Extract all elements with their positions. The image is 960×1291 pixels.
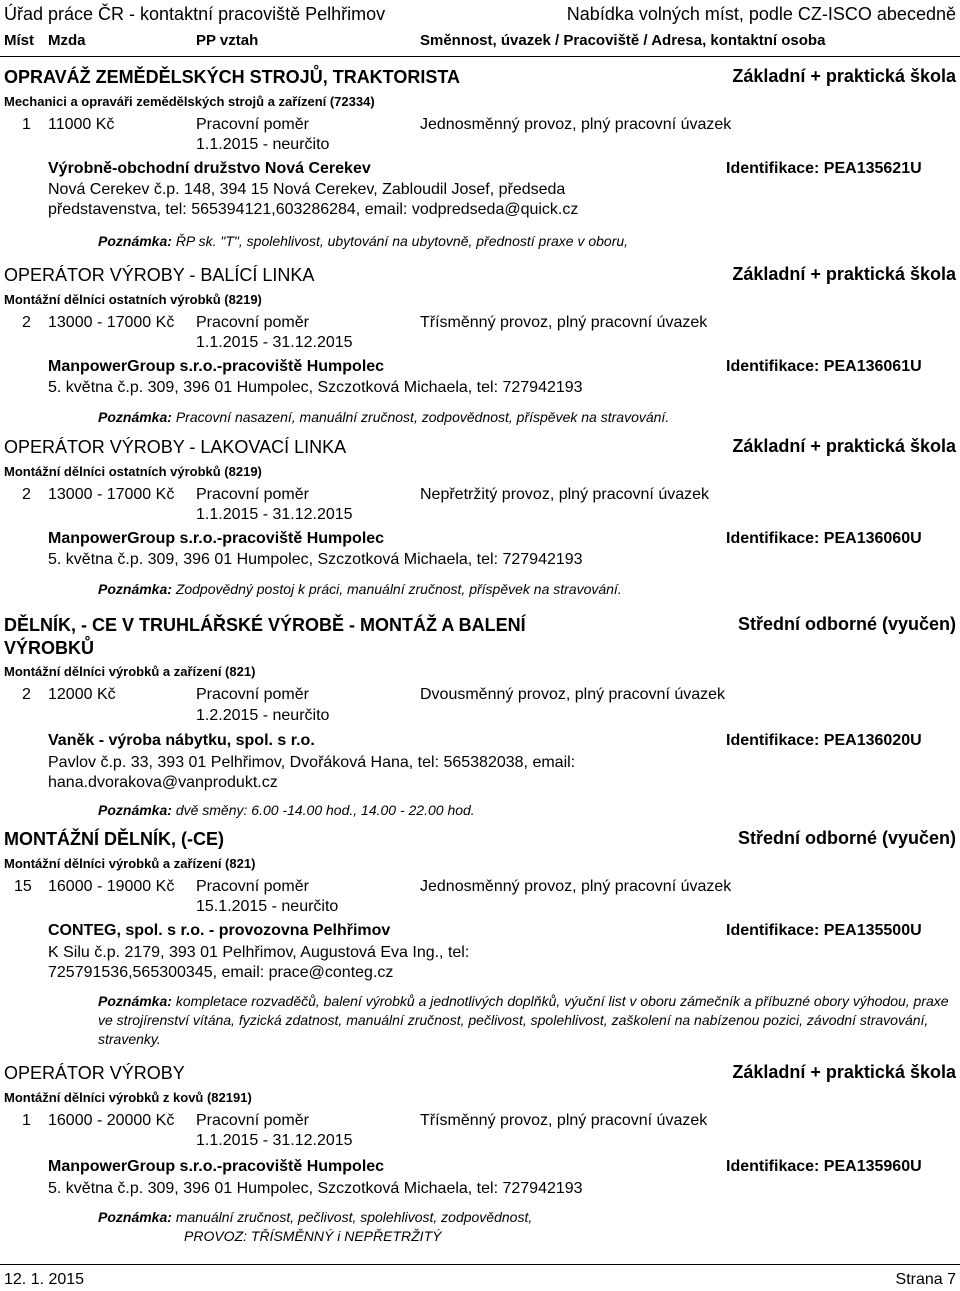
job-category: Montážní dělníci výrobků a zařízení (821): [4, 664, 256, 679]
shift-info: Třísměnný provoz, plný pracovní úvazek: [420, 1112, 708, 1129]
vacancy-count: 1: [22, 1112, 31, 1129]
employer-address: 5. května č.p. 309, 396 01 Humpolec, Szczotková Michaela, tel: 727942193: [48, 1180, 583, 1197]
job-identifier: Identifikace: PEA136061U: [726, 358, 922, 375]
page-header: [0, 0, 960, 57]
employment-relation: Pracovní poměr: [196, 686, 309, 703]
job-category: Montážní dělníci výrobků z kovů (82191): [4, 1090, 252, 1105]
date-range: 1.1.2015 - 31.12.2015: [196, 1132, 353, 1149]
vacancy-count: 2: [22, 686, 31, 703]
shift-info: Jednosměnný provoz, plný pracovní úvazek: [420, 116, 732, 133]
education-level: Základní + praktická škola: [732, 66, 956, 86]
employer-name: Vaněk - výroba nábytku, spol. s r.o.: [48, 732, 315, 749]
job-title: OPERÁTOR VÝROBY - LAKOVACÍ LINKA: [4, 437, 347, 457]
note-label: Poznámka:: [98, 233, 172, 249]
job-identifier: Identifikace: PEA135500U: [726, 922, 922, 939]
shift-info: Třísměnný provoz, plný pracovní úvazek: [420, 314, 708, 331]
employer-name: ManpowerGroup s.r.o.-pracoviště Humpolec: [48, 358, 385, 375]
education-level: Střední odborné (vyučen): [737, 614, 956, 634]
employer-name: ManpowerGroup s.r.o.-pracoviště Humpolec: [48, 1158, 385, 1175]
education-level: Střední odborné (vyučen): [737, 828, 956, 848]
employment-relation: Pracovní poměr: [196, 314, 309, 331]
note-label: Poznámka:: [98, 1209, 172, 1225]
salary: 13000 - 17000 Kč: [48, 486, 175, 503]
note-text: manuální zručnost, pečlivost, spolehlivost, zodpovědnost,: [175, 1209, 533, 1225]
job-note: [98, 1208, 956, 1246]
employer-name: Výrobně-obchodní družstvo Nová Cerekev: [48, 160, 371, 177]
page-number: Strana 7: [895, 1271, 956, 1288]
date-range: 1.2.2015 - neurčito: [196, 707, 330, 724]
note-text-line2: PROVOZ: TŘÍSMĚNNÝ i NEPŘETRŽITÝ: [184, 1228, 442, 1244]
employer-address: 5. května č.p. 309, 396 01 Humpolec, Szczotková Michaela, tel: 727942193: [48, 551, 583, 568]
report-title: Nabídka volných míst, podle CZ-ISCO abecedně: [566, 4, 956, 24]
shift-info: Jednosměnný provoz, plný pracovní úvazek: [420, 878, 732, 895]
shift-info: Dvousměnný provoz, plný pracovní úvazek: [420, 686, 726, 703]
note-text: dvě směny: 6.00 -14.00 hod., 14.00 - 22.00 hod.: [175, 802, 475, 818]
col-header-shift: Směnnost, úvazek / Pracoviště / Adresa, kontaktní osoba: [420, 32, 826, 49]
date-range: 15.1.2015 - neurčito: [196, 898, 339, 915]
office-name: Úřad práce ČR - kontaktní pracoviště Pelhřimov: [4, 4, 386, 24]
job-title: OPRAVÁŽ ZEMĚDĚLSKÝCH STROJŮ, TRAKTORISTA: [4, 67, 461, 87]
date-range: 1.1.2015 - 31.12.2015: [196, 506, 353, 523]
employer-address: Nová Cerekev č.p. 148, 394 15 Nová Cerekev, Zabloudil Josef, předseda představenstva, tel: 565394121,603286284, email: vodpredseda@quick.cz: [48, 181, 579, 218]
employer-name: CONTEG, spol. s r.o. - provozovna Pelhřimov: [48, 922, 391, 939]
job-title: MONTÁŽNÍ DĚLNÍK, (-CE): [4, 829, 224, 849]
col-header-relation: PP vztah: [196, 32, 259, 49]
job-category: Montážní dělníci výrobků a zařízení (821): [4, 856, 256, 871]
note-label: Poznámka:: [98, 581, 172, 597]
col-header-count: Míst: [4, 32, 34, 49]
note-label: Poznámka:: [98, 409, 172, 425]
education-level: Základní + praktická škola: [732, 436, 956, 456]
vacancy-count: 15: [14, 878, 32, 895]
job-note: [98, 408, 956, 427]
salary: 13000 - 17000 Kč: [48, 314, 175, 331]
job-identifier: Identifikace: PEA135960U: [726, 1158, 922, 1175]
note-text: Pracovní nasazení, manuální zručnost, zodpovědnost, příspěvek na stravování.: [175, 409, 670, 425]
employment-relation: Pracovní poměr: [196, 878, 309, 895]
job-identifier: Identifikace: PEA136020U: [726, 732, 922, 749]
job-note: [98, 232, 956, 251]
note-text: Zodpovědný postoj k práci, manuální zručnost, příspěvek na stravování.: [175, 581, 622, 597]
note-text: kompletace rozvaděčů, balení výrobků a jednotlivých doplňků, výuční list v oboru zámečník a příbuzné obory výhodou, praxe ve strojírenství vítána, fyzická zdatnost, manuální zručnost, pečlivost, spolehlivost, zaškolení na nabízenou pozici, závodní stravování, stravenky.: [98, 993, 949, 1047]
job-category: Montážní dělníci ostatních výrobků (8219): [4, 464, 262, 479]
note-label: Poznámka:: [98, 802, 172, 818]
job-title: OPERÁTOR VÝROBY - BALÍCÍ LINKA: [4, 265, 315, 285]
employer-address: 5. května č.p. 309, 396 01 Humpolec, Szczotková Michaela, tel: 727942193: [48, 379, 583, 396]
employer-address: Pavlov č.p. 33, 393 01 Pelhřimov, Dvořáková Hana, tel: 565382038, email: hana.dvorakova@vanprodukt.cz: [48, 754, 576, 791]
job-title: DĚLNÍK, - CE V TRUHLÁŘSKÉ VÝROBĚ - MONTÁŽ A BALENÍ VÝROBKŮ: [4, 615, 526, 658]
page-footer: [0, 1264, 960, 1291]
job-identifier: Identifikace: PEA135621U: [726, 160, 922, 177]
date-range: 1.1.2015 - 31.12.2015: [196, 334, 353, 351]
employer-name: ManpowerGroup s.r.o.-pracoviště Humpolec: [48, 530, 385, 547]
salary: 12000 Kč: [48, 686, 116, 703]
job-note: [98, 580, 956, 599]
employment-relation: Pracovní poměr: [196, 116, 309, 133]
date-range: 1.1.2015 - neurčito: [196, 136, 330, 153]
salary: 16000 - 19000 Kč: [48, 878, 175, 895]
col-header-salary: Mzda: [48, 32, 86, 49]
job-identifier: Identifikace: PEA136060U: [726, 530, 922, 547]
vacancy-count: 1: [22, 116, 31, 133]
job-note: [98, 801, 956, 820]
salary: 16000 - 20000 Kč: [48, 1112, 175, 1129]
print-date: 12. 1. 2015: [4, 1271, 85, 1288]
employment-relation: Pracovní poměr: [196, 1112, 309, 1129]
job-category: Mechanici a opraváři zemědělských strojů a zařízení (72334): [4, 94, 375, 109]
shift-info: Nepřetržitý provoz, plný pracovní úvazek: [420, 486, 710, 503]
employment-relation: Pracovní poměr: [196, 486, 309, 503]
education-level: Základní + praktická škola: [732, 264, 956, 284]
job-note: [98, 992, 956, 1049]
employer-address: K Silu č.p. 2179, 393 01 Pelhřimov, Augustová Eva Ing., tel: 725791536,565300345, email: prace@conteg.cz: [48, 944, 470, 981]
job-category: Montážní dělníci ostatních výrobků (8219): [4, 292, 262, 307]
salary: 11000 Kč: [48, 116, 115, 133]
job-title: OPERÁTOR VÝROBY: [4, 1063, 185, 1083]
note-label: Poznámka:: [98, 993, 172, 1009]
education-level: Základní + praktická škola: [732, 1062, 956, 1082]
vacancy-count: 2: [22, 314, 31, 331]
note-text: ŘP sk. "T", spolehlivost, ubytování na ubytovně, předností praxe v oboru,: [175, 233, 629, 249]
vacancy-count: 2: [22, 486, 31, 503]
